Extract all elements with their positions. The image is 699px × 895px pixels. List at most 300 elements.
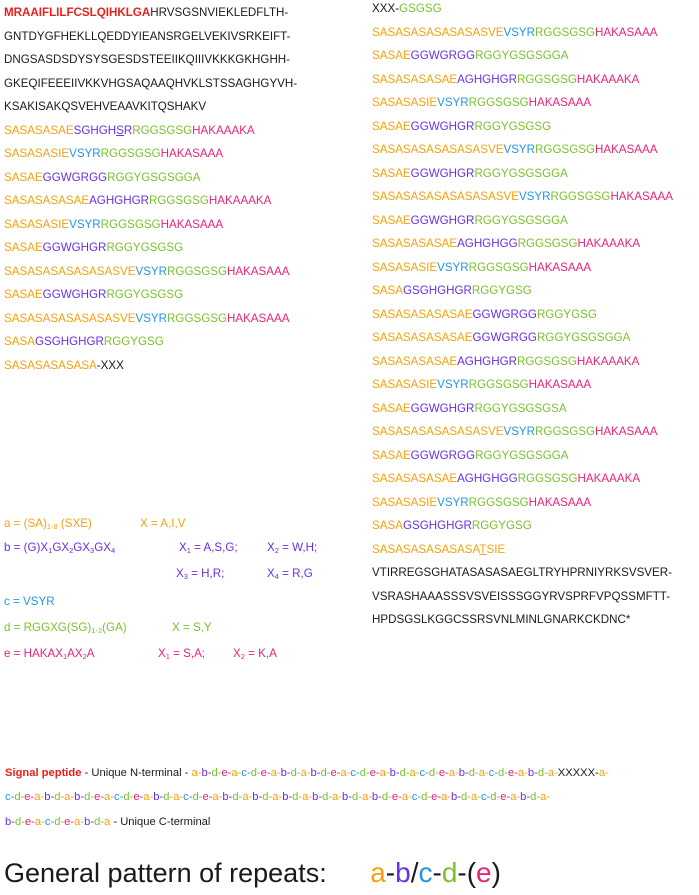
- sequence-segment: SASASASASASASASVE: [372, 143, 504, 156]
- definition-e: $e = HAKAX_1AX_2A$: [4, 647, 95, 661]
- sequence-line: [372, 350, 673, 374]
- sequence-segment: MRAAIFLILFCSLQIHKLGA: [4, 6, 151, 19]
- sequence-segment: RGGYGSG: [471, 519, 532, 532]
- signal-peptide-label: Signal peptide: [5, 767, 82, 779]
- sequence-line: [372, 162, 673, 186]
- repeat-letter-a: a: [510, 791, 517, 803]
- sequence-line: [372, 256, 673, 280]
- sequence-segment: SASASASAE: [4, 123, 74, 137]
- sequence-line: [372, 585, 673, 609]
- repeat-letter-d: d: [428, 767, 436, 779]
- sequence-line: [4, 260, 297, 284]
- repeat-letter-a: a: [441, 791, 448, 803]
- sequence-line: [372, 138, 673, 162]
- sequence-segment: T: [479, 542, 487, 556]
- sequence-segment: RGGYGSGSG: [106, 241, 184, 254]
- sequence-segment: SASASASASASASASVE: [4, 264, 136, 278]
- sequence-segment: SASASASASAE: [372, 72, 458, 86]
- definition-c: c = VSYR: [4, 595, 55, 608]
- repeat-letter-b: b: [342, 791, 349, 803]
- repeat-letter-a: a: [34, 816, 42, 828]
- sequence-segment: SASASASIE: [372, 260, 438, 274]
- sequence-line: [372, 467, 673, 491]
- sequence-line: [372, 232, 673, 256]
- sequence-segment: SASAE: [4, 170, 43, 184]
- pattern-b: b: [395, 857, 411, 888]
- repeat-letter-d: d: [537, 767, 545, 779]
- sequence-segment: AGHGHGG: [457, 237, 518, 250]
- sequence-segment: -XXX: [96, 358, 124, 372]
- sequence-line: [4, 119, 297, 143]
- repeat-letter-d: d: [290, 767, 297, 779]
- right-sequence-column: [372, 0, 673, 632]
- sequence-segment: GSGSG: [399, 2, 442, 15]
- sequence-line: [372, 397, 673, 421]
- definition-d-x: X = S,Y: [172, 621, 212, 634]
- sequence-segment: DNGSASDSDYSYSGESDSTEEIIKQIIIVKKKGKHGHH-: [4, 53, 291, 66]
- repeat-letter-b: b: [282, 791, 289, 803]
- repeat-letter-a: a: [517, 767, 525, 779]
- repeat-letter-b: b: [5, 816, 12, 828]
- definition-a-x: X = A,I,V: [140, 517, 186, 530]
- sequence-segment: RGGSGSG: [535, 143, 595, 156]
- repeat-letter-d: d: [211, 767, 218, 779]
- sequence-segment: VSYR: [503, 425, 536, 438]
- pattern-d: d: [441, 857, 458, 888]
- sequence-line: [372, 514, 673, 538]
- sequence-segment: GGWGRGG: [42, 170, 108, 184]
- sequence-segment: GSGHGHGR: [34, 335, 104, 348]
- sequence-segment: SASA: [4, 335, 35, 348]
- sequence-segment: HAKAAAKA: [576, 72, 640, 86]
- repeat-letter-a: a: [300, 767, 307, 779]
- pattern-c: c: [418, 857, 433, 888]
- sequence-segment: GGWGHGR: [410, 166, 475, 180]
- repeat-letter-e: e: [431, 791, 438, 803]
- sequence-line: [372, 303, 673, 327]
- repeat-letter-a: a: [361, 791, 369, 803]
- repeat-letter-b: b: [451, 791, 458, 803]
- sequence-segment: SASASASASASASASASVE: [372, 190, 519, 203]
- sequence-segment: HAKAAAKA: [577, 237, 641, 250]
- repeat-letter-e: e: [260, 767, 267, 779]
- sequence-line: [372, 68, 673, 92]
- sequence-segment: HAKASAAA: [226, 311, 290, 325]
- sequence-segment: RGGYGSG: [536, 307, 597, 321]
- repeat-letter-d: d: [490, 791, 497, 803]
- sequence-line: [4, 236, 297, 260]
- sequence-line: [372, 44, 673, 68]
- sequence-segment: SASASASASASASASVE: [372, 25, 504, 39]
- sequence-line: [372, 21, 673, 45]
- sequence-segment: GGWGRGG: [472, 331, 537, 344]
- sequence-segment: VSRASHAAASSSVSVEISSSGGYRVSPRFVPQSSMFTT-: [372, 589, 671, 603]
- sequence-line: [372, 538, 673, 562]
- sequence-segment: RGGSGSG: [550, 190, 611, 203]
- sequence-segment: GSGHGHGR: [402, 519, 472, 532]
- sequence-segment: GGWGRGG: [472, 307, 537, 321]
- repeat-letter-e: e: [438, 767, 446, 779]
- repeat-letter-d: d: [421, 791, 428, 803]
- repeat-letter-e: e: [24, 791, 31, 803]
- right-lines: [372, 0, 673, 632]
- repeat-letter-a: a: [379, 767, 386, 779]
- repeat-letter-b: b: [280, 767, 287, 779]
- sequence-segment: GGWGHGR: [410, 119, 475, 133]
- left-sequence-column: [4, 1, 297, 377]
- general-pattern: General pattern of repeats: a-b/c-d-(e): [4, 857, 501, 888]
- repeat-letter-d: d: [54, 791, 61, 803]
- repeat-letter-c: c: [480, 791, 487, 803]
- repeat-letter-a: a: [302, 791, 309, 803]
- sequence-segment: RGGSGSG: [167, 311, 227, 325]
- sequence-segment: RGGSGSG: [517, 237, 578, 250]
- sequence-segment: RGGSGSG: [535, 425, 595, 438]
- sequence-segment: SASA: [372, 519, 403, 532]
- sequence-segment: HAKASAAA: [594, 25, 658, 39]
- sequence-segment: SASAE: [4, 288, 43, 301]
- repeat-letter-d: d: [351, 791, 359, 803]
- repeat-letter-a: a: [409, 767, 416, 779]
- sequence-segment: GGWGRGG: [410, 448, 476, 462]
- sequence-segment: SASASASIE: [4, 147, 70, 160]
- sequence-segment: GGWGHGR: [42, 241, 107, 254]
- repeat-letter-d: d: [192, 791, 199, 803]
- sequence-line: [372, 91, 673, 115]
- sequence-segment: SGHGH: [73, 123, 117, 137]
- sequence-segment: SASAE: [372, 401, 411, 415]
- sequence-line: [4, 283, 297, 307]
- sequence-segment: HAKASAAA: [160, 217, 224, 231]
- repeat-letter-e: e: [133, 791, 140, 803]
- repeat-letter-d: d: [292, 791, 299, 803]
- sequence-line: [372, 115, 673, 139]
- sequence-segment: HAKASAAA: [528, 378, 592, 391]
- sequence-segment: GGWGRGG: [410, 49, 476, 62]
- sequence-segment: VSYR: [69, 147, 101, 160]
- repeat-letter-b: b: [84, 816, 91, 828]
- repeat-letter-e: e: [24, 816, 32, 828]
- repeat-letter-a: a: [401, 791, 409, 803]
- sequence-line: [372, 561, 673, 585]
- repeat-letter-d: d: [381, 791, 389, 803]
- repeat-letter-d: d: [320, 767, 327, 779]
- sequence-segment: RGGSGSG: [516, 354, 577, 368]
- sequence-line: [4, 213, 297, 237]
- sequence-segment: HAKASAAA: [528, 495, 592, 509]
- sequence-segment: HAKASAAA: [528, 96, 592, 109]
- repeat-letter-b: b: [371, 791, 379, 803]
- sequence-segment: AGHGHGR: [457, 72, 517, 86]
- sequence-segment: R: [123, 123, 133, 137]
- sequence-line: [372, 444, 673, 468]
- summary-seq-1b: a-: [598, 767, 609, 779]
- definition-b-x1: $X_1 = A,S,G$;: [179, 541, 238, 555]
- sequence-segment: RGGYGSGSGGA: [474, 166, 568, 180]
- sequence-segment: SASASASASAE: [4, 194, 90, 207]
- repeat-letter-d: d: [461, 791, 468, 803]
- sequence-segment: HAKASAAA: [610, 190, 673, 203]
- repeat-letter-a: a: [34, 791, 41, 803]
- sequence-segment: GKEQIFEEEIIVKKVHGSAQAAQHVKLSTSSAGHGYVH-: [4, 76, 298, 90]
- repeat-letter-e: e: [64, 816, 71, 828]
- sequence-segment: RGGYGSGSGGA: [474, 213, 568, 227]
- sequence-segment: RGGSGSG: [132, 123, 193, 137]
- sequence-line: [4, 72, 297, 96]
- sequence-segment: SASASASIE: [372, 495, 438, 509]
- sequence-line: [4, 1, 297, 25]
- repeat-letter-a: a: [478, 767, 485, 779]
- sequence-line: [372, 491, 673, 515]
- sequence-line: [4, 330, 297, 354]
- repeat-letter-d: d: [14, 791, 21, 803]
- sequence-line: [372, 326, 673, 350]
- repeat-letter-b: b: [310, 767, 317, 779]
- repeat-letter-e: e: [369, 767, 376, 779]
- repeat-letter-a: a: [173, 791, 180, 803]
- definition-e-x1: $X_1 = S,A$;: [158, 647, 206, 661]
- pattern-e: e: [476, 857, 492, 888]
- repeat-letter-d: d: [123, 791, 130, 803]
- sequence-segment: RGGSGSG: [167, 264, 227, 278]
- repeat-letter-a: a: [448, 767, 456, 779]
- sequence-segment: GGWGHGR: [42, 288, 107, 301]
- sequence-segment: RGGSGSG: [148, 194, 209, 207]
- sequence-segment: GGWGHGR: [410, 213, 475, 227]
- repeat-letter-a: a: [104, 791, 111, 803]
- repeat-letter-a: a: [64, 791, 71, 803]
- repeat-letter-e: e: [391, 791, 399, 803]
- repeat-letter-a: a: [470, 791, 478, 803]
- repeat-letter-c: c: [419, 767, 426, 779]
- sequence-segment: HAKASAAA: [594, 143, 658, 156]
- repeat-letter-d: d: [399, 767, 406, 779]
- repeat-letter-c: c: [44, 816, 51, 828]
- repeat-letter-d: d: [84, 791, 91, 803]
- left-lines: [4, 1, 297, 377]
- sequence-segment: SASASASASASASASVE: [4, 311, 136, 325]
- sequence-segment: VSYR: [437, 96, 469, 109]
- repeat-letter-c: c: [114, 791, 120, 803]
- repeat-letter-e: e: [500, 791, 507, 803]
- repeat-letter-b: b: [222, 791, 229, 803]
- xxxxx-label: XXXXX: [557, 767, 596, 779]
- sequence-segment: GGWGHGR: [410, 401, 475, 415]
- sequence-segment: AGHGHGR: [457, 354, 517, 368]
- sequence-segment: RGGYGSGSGGA: [475, 49, 569, 62]
- repeat-letter-a: a: [104, 816, 111, 828]
- sequence-segment: VSYR: [437, 495, 469, 509]
- sequence-segment: RGGYGSG: [103, 335, 164, 348]
- summary-seq-3: b-d-e-a-c-d-e-a-b-d-a: [5, 816, 111, 828]
- sequence-line: [4, 25, 297, 49]
- sequence-segment: HAKASAAA: [160, 147, 224, 160]
- repeat-letter-a: a: [143, 791, 150, 803]
- repeat-letter-c: c: [350, 767, 356, 779]
- repeat-letter-a: a: [231, 767, 238, 779]
- repeat-letter-d: d: [530, 791, 537, 803]
- sequence-line: [4, 354, 297, 378]
- repeat-letter-a: a: [242, 791, 249, 803]
- sequence-segment: VSYR: [135, 264, 168, 278]
- repeat-letter-b: b: [389, 767, 396, 779]
- sequence-segment: AGHGHGR: [89, 194, 149, 207]
- sequence-segment: SASASASASASA: [4, 358, 97, 372]
- sequence-segment: SASAE: [372, 166, 411, 180]
- sequence-segment: RGGSGSG: [535, 25, 595, 39]
- sequence-segment: SASASASIE: [372, 96, 438, 109]
- repeat-letter-c: c: [183, 791, 189, 803]
- sequence-segment: HAKASAAA: [594, 425, 658, 438]
- repeat-letter-d: d: [14, 816, 22, 828]
- repeat-letter-d: d: [54, 816, 61, 828]
- repeat-letter-c: c: [241, 767, 247, 779]
- sequence-segment: RGGSGSG: [468, 495, 529, 509]
- repeat-letter-d: d: [94, 816, 101, 828]
- sequence-line: [372, 608, 673, 632]
- summary-row-1: Signal peptide - Unique N-terminal - a-b-d-e-a-c-d-e-a-b-d-a-b-d-e-a-c-d-e-a-b-d-a-c-d-e-a-b-d-a-c-d-e-a-b-d-a-XXXXX-a-: [5, 767, 609, 779]
- sequence-segment: SASAE: [372, 119, 411, 133]
- sequence-line: [372, 420, 673, 444]
- sequence-segment: HAKAAAKA: [208, 194, 272, 207]
- definition-a: $a = (SA)_{1-8}$ (SXE): [4, 517, 92, 531]
- repeat-letter-a: a: [272, 791, 279, 803]
- repeat-letter-e: e: [202, 791, 209, 803]
- sequence-line: [372, 0, 673, 21]
- sequence-segment: RGGSGSG: [468, 260, 529, 274]
- sequence-segment: VSYR: [503, 25, 536, 39]
- sequence-line: [372, 279, 673, 303]
- repeat-letter-b: b: [44, 791, 51, 803]
- sequence-segment: VSYR: [518, 190, 551, 203]
- repeat-letter-d: d: [163, 791, 170, 803]
- repeat-letter-e: e: [94, 791, 101, 803]
- sequence-segment: SASASASASASAE: [372, 307, 473, 321]
- sequence-line: [4, 307, 297, 331]
- definition-e-x2: $X_2 = K,A$: [233, 647, 277, 661]
- repeat-letter-b: b: [458, 767, 465, 779]
- sequence-segment: HAKAAAKA: [192, 123, 255, 137]
- sequence-segment: GSGHGHGR: [402, 284, 472, 297]
- sequence-segment: RGGYGSGSG: [106, 288, 184, 301]
- sequence-segment: VSYR: [135, 311, 168, 325]
- sequence-line: [4, 189, 297, 213]
- sequence-segment: VSYR: [437, 378, 469, 391]
- sequence-line: [372, 373, 673, 397]
- definition-b-x2: $X_2 = W,H$;: [267, 541, 318, 555]
- sequence-line: [372, 209, 673, 233]
- repeat-letter-b: b: [74, 791, 81, 803]
- sequence-segment: VSYR: [437, 260, 469, 274]
- repeat-letter-a: a: [74, 816, 81, 828]
- sequence-segment: SASASASASASASA: [372, 542, 480, 556]
- sequence-segment: S: [116, 123, 124, 137]
- repeat-letter-e: e: [330, 767, 337, 779]
- sequence-segment: HAKAAAKA: [576, 354, 640, 368]
- summary-seq-1: a-b-d-e-a-c-d-e-a-b-d-a-b-d-e-a-c-d-e-a-b-d-a-c-d-e-a-b-d-a-c-d-e-a-b-d-a-: [191, 767, 558, 779]
- sequence-segment: RGGSGSG: [100, 147, 161, 160]
- repeat-letter-a: a: [332, 791, 339, 803]
- sequence-segment: SASAE: [372, 448, 411, 462]
- sequence-segment: XXX-: [372, 2, 400, 15]
- sequence-segment: VTIRREGSGHATASASASAEGLTRYHPRNIYRKSVSVER-: [372, 566, 673, 579]
- repeat-letter-e: e: [221, 767, 228, 779]
- repeat-letter-b: b: [520, 791, 527, 803]
- repeat-letter-d: d: [468, 767, 475, 779]
- repeat-letter-e: e: [507, 767, 515, 779]
- sequence-segment: RGGYGSGSGSA: [474, 401, 567, 415]
- repeat-letter-b: b: [252, 791, 259, 803]
- repeat-letter-b: b: [527, 767, 535, 779]
- definition-b-x4: $X_4 = R,G$: [267, 567, 313, 581]
- definition-d: $d = RGGXG(SG)_{1-2}(GA)$: [4, 621, 127, 635]
- sequence-segment: SASASASASASAE: [372, 331, 473, 344]
- sequence-segment: HRVSGSNVIEKLEDFLTH-: [150, 6, 289, 19]
- sequence-segment: SASASASIE: [4, 217, 70, 231]
- c-terminal-label: - Unique C-terminal: [110, 816, 211, 828]
- repeat-letter-c: c: [5, 791, 11, 803]
- sequence-segment: SASA: [372, 284, 403, 297]
- sequence-segment: VSYR: [503, 143, 536, 156]
- summary-row-3: [5, 812, 695, 833]
- sequence-segment: RGGYGSGSG: [474, 119, 552, 133]
- summary-seq-2: c-d-e-a-b-d-a-b-d-e-a-c-d-e-a-b-d-a-c-d-e-a-b-d-a-b-d-a-b-d-a-b-d-a-b-d-a-b-d-e-a-c-d-e-a-b-d-a-c-d-e-a-b-d-a-: [5, 791, 551, 803]
- repeat-letter-d: d: [250, 767, 257, 779]
- sequence-segment: RGGYGSG: [471, 284, 532, 297]
- sequence-segment: SASASASASAE: [372, 354, 458, 368]
- sequence-line: [4, 166, 297, 190]
- sequence-segment: SASASASASASASASVE: [372, 425, 504, 438]
- sequence-line: [4, 95, 297, 119]
- sequence-segment: KSAKISAKQSVEHVEAAVKITQSHAKV: [4, 100, 207, 113]
- sequence-segment: RGGSGSG: [468, 378, 529, 391]
- repeat-letter-a: a: [212, 791, 219, 803]
- repeat-letter-d: d: [232, 791, 239, 803]
- repeat-letter-d: d: [497, 767, 505, 779]
- sequence-segment: GNTDYGFHEKLLQEDDYIEANSRGELVEKIVSRKEIFT-: [4, 29, 291, 43]
- sequence-segment: RGGSGSG: [100, 217, 161, 231]
- repeat-letter-d: d: [322, 791, 329, 803]
- sequence-segment: SASAE: [372, 49, 411, 62]
- summary-row-2: [5, 787, 695, 808]
- repeat-letter-d: d: [359, 767, 366, 779]
- sequence-line: [372, 185, 673, 209]
- sequence-segment: RGGSGSG: [516, 72, 577, 86]
- repeat-letter-a: a: [547, 767, 555, 779]
- repeat-letter-a: a: [270, 767, 277, 779]
- repeat-letter-b: b: [312, 791, 319, 803]
- general-pattern-label: General pattern of repeats:: [4, 858, 327, 888]
- sequence-segment: SASAE: [4, 241, 43, 254]
- repeat-letter-d: d: [262, 791, 269, 803]
- sequence-segment: SASAE: [372, 213, 411, 227]
- sequence-segment: RGGYGSGSGGA: [107, 170, 201, 184]
- definition-b: $b = (G)X_1GX_2GX_3GX_4$: [4, 541, 116, 555]
- sequence-segment: SASASASIE: [372, 378, 438, 391]
- repeat-letter-c: c: [411, 791, 418, 803]
- sequence-segment: HAKASAAA: [226, 264, 290, 278]
- sequence-segment: RGGYGSGSGGA: [475, 448, 569, 462]
- repeat-letter-b: b: [153, 791, 160, 803]
- sequence-segment: RGGSGSG: [517, 472, 578, 485]
- sequence-segment: HPDSGSLKGGCSSRSVNLMINLGNARKCKDNC*: [372, 613, 631, 626]
- sequence-line: [4, 142, 297, 166]
- repeat-letter-a: a: [540, 791, 547, 803]
- sequence-segment: HAKAAAKA: [577, 472, 641, 485]
- sequence-segment: SASASASASAE: [372, 237, 458, 250]
- n-terminal-label: - Unique N-terminal -: [81, 767, 192, 779]
- sequence-segment: RGGYGSGSGGA: [536, 331, 631, 344]
